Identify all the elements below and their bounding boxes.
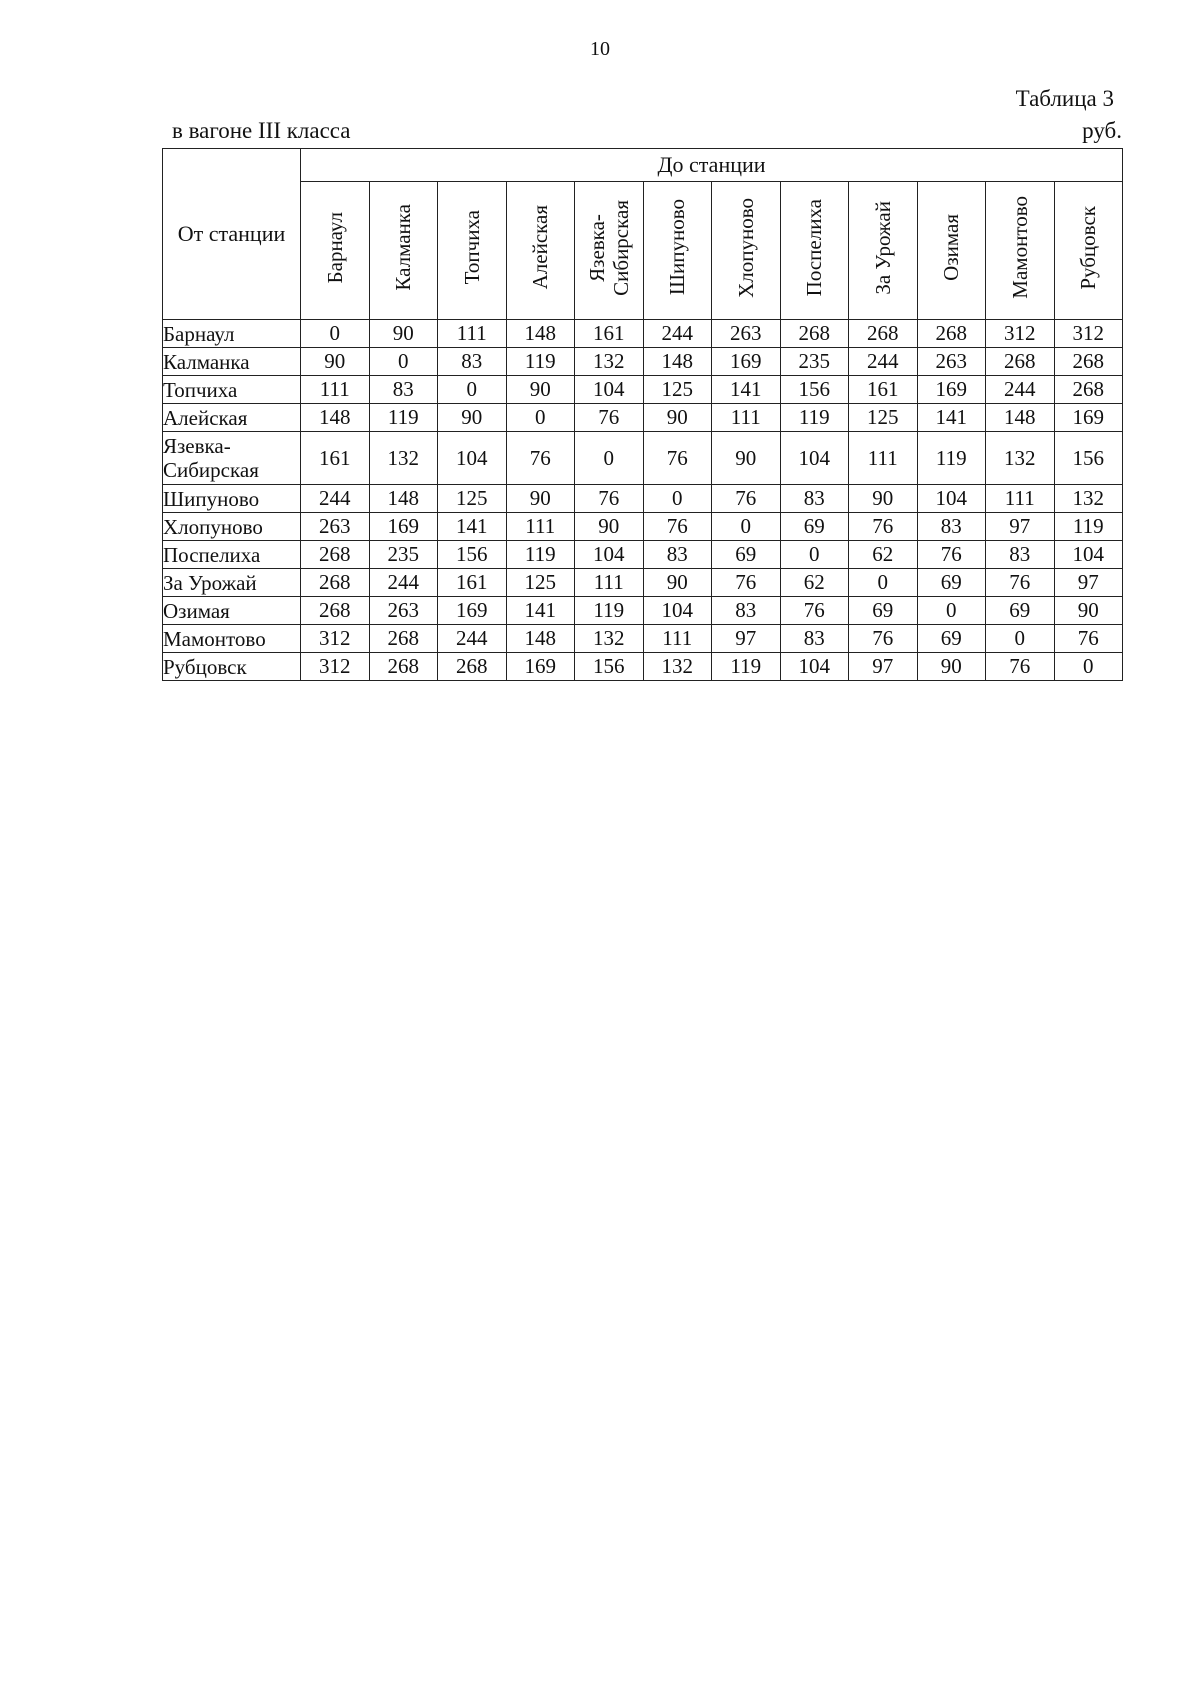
table-row (163, 348, 1123, 376)
fare-cell: 0 (712, 513, 781, 541)
fare-cell: 148 (506, 320, 575, 348)
fare-cell: 76 (917, 541, 986, 569)
row-station-name: Барнаул (163, 320, 301, 348)
fare-cell: 125 (438, 485, 507, 513)
row-station-name: Топчиха (163, 376, 301, 404)
fare-cell: 111 (438, 320, 507, 348)
fare-cell: 119 (780, 404, 849, 432)
fare-cell: 76 (1054, 625, 1123, 653)
fare-cell: 312 (301, 625, 370, 653)
fare-cell: 90 (438, 404, 507, 432)
row-station-name: Рубцовск (163, 653, 301, 681)
fare-table (162, 148, 1123, 681)
fare-cell: 69 (849, 597, 918, 625)
fare-cell: 312 (986, 320, 1055, 348)
fare-cell: 0 (849, 569, 918, 597)
fare-cell: 169 (369, 513, 438, 541)
fare-cell: 119 (575, 597, 644, 625)
column-header (438, 182, 507, 320)
corner-header: От станции (163, 149, 301, 320)
fare-cell: 169 (438, 597, 507, 625)
fare-cell: 76 (575, 485, 644, 513)
fare-cell: 76 (712, 569, 781, 597)
fare-cell: 0 (780, 541, 849, 569)
fare-cell: 141 (438, 513, 507, 541)
column-header-label: Язевка- Сибирская (584, 199, 633, 296)
table-row (163, 485, 1123, 513)
fare-cell: 69 (917, 625, 986, 653)
fare-cell: 161 (301, 432, 370, 485)
fare-cell: 90 (575, 513, 644, 541)
fare-cell: 62 (780, 569, 849, 597)
fare-cell: 0 (1054, 653, 1123, 681)
table-row (163, 541, 1123, 569)
column-header (369, 182, 438, 320)
table-row (163, 432, 1123, 485)
fare-cell: 161 (849, 376, 918, 404)
fare-cell: 263 (712, 320, 781, 348)
column-header-label: Мамонтово (1007, 196, 1032, 299)
fare-cell: 0 (506, 404, 575, 432)
fare-cell: 76 (506, 432, 575, 485)
fare-cell: 97 (986, 513, 1055, 541)
column-header-label: Озимая (939, 214, 964, 281)
fare-cell: 111 (712, 404, 781, 432)
fare-cell: 111 (506, 513, 575, 541)
table-row (163, 569, 1123, 597)
fare-cell: 169 (712, 348, 781, 376)
table-row (163, 513, 1123, 541)
fare-cell: 97 (1054, 569, 1123, 597)
fare-cell: 0 (575, 432, 644, 485)
fare-cell: 104 (575, 541, 644, 569)
fare-cell: 0 (301, 320, 370, 348)
column-header-label: Алейская (528, 205, 553, 290)
fare-cell: 76 (643, 513, 712, 541)
fare-cell: 83 (643, 541, 712, 569)
fare-cell: 148 (643, 348, 712, 376)
fare-cell: 83 (917, 513, 986, 541)
column-header (643, 182, 712, 320)
fare-cell: 90 (1054, 597, 1123, 625)
fare-cell: 268 (849, 320, 918, 348)
fare-cell: 268 (986, 348, 1055, 376)
fare-cell: 83 (780, 485, 849, 513)
fare-cell: 83 (986, 541, 1055, 569)
row-station-name: Мамонтово (163, 625, 301, 653)
fare-cell: 263 (917, 348, 986, 376)
fare-cell: 76 (986, 569, 1055, 597)
fare-cell: 90 (917, 653, 986, 681)
column-header-label: Рубцовск (1076, 205, 1101, 290)
table-row (163, 376, 1123, 404)
group-header: До станции (301, 149, 1123, 182)
fare-cell: 312 (301, 653, 370, 681)
column-header (917, 182, 986, 320)
fare-cell: 76 (712, 485, 781, 513)
fare-cell: 148 (506, 625, 575, 653)
fare-cell: 104 (575, 376, 644, 404)
fare-cell: 132 (575, 348, 644, 376)
column-header (712, 182, 781, 320)
fare-cell: 268 (1054, 348, 1123, 376)
fare-cell: 141 (506, 597, 575, 625)
fare-cell: 62 (849, 541, 918, 569)
fare-cell: 268 (917, 320, 986, 348)
fare-cell: 76 (849, 625, 918, 653)
fare-cell: 83 (780, 625, 849, 653)
column-header-label: Топчиха (459, 210, 484, 285)
fare-cell: 141 (712, 376, 781, 404)
fare-cell: 90 (301, 348, 370, 376)
column-header (506, 182, 575, 320)
fare-cell: 69 (917, 569, 986, 597)
fare-cell: 235 (780, 348, 849, 376)
fare-cell: 104 (780, 432, 849, 485)
fare-cell: 90 (506, 485, 575, 513)
column-header (575, 182, 644, 320)
fare-cell: 69 (986, 597, 1055, 625)
fare-cell: 111 (849, 432, 918, 485)
table-row (163, 404, 1123, 432)
row-station-name: Озимая (163, 597, 301, 625)
fare-cell: 104 (438, 432, 507, 485)
fare-cell: 244 (369, 569, 438, 597)
fare-cell: 244 (849, 348, 918, 376)
fare-cell: 148 (369, 485, 438, 513)
column-header (986, 182, 1055, 320)
row-station-name: За Урожай (163, 569, 301, 597)
fare-cell: 268 (301, 569, 370, 597)
fare-cell: 169 (1054, 404, 1123, 432)
table-row (163, 625, 1123, 653)
fare-cell: 119 (369, 404, 438, 432)
fare-cell: 76 (986, 653, 1055, 681)
fare-cell: 132 (986, 432, 1055, 485)
row-station-name: Хлопуново (163, 513, 301, 541)
fare-cell: 90 (369, 320, 438, 348)
fare-cell: 90 (643, 569, 712, 597)
table-row (163, 320, 1123, 348)
fare-cell: 90 (506, 376, 575, 404)
fare-cell: 0 (643, 485, 712, 513)
fare-cell: 235 (369, 541, 438, 569)
fare-cell: 268 (369, 625, 438, 653)
fare-cell: 111 (643, 625, 712, 653)
column-header (301, 182, 370, 320)
fare-cell: 244 (643, 320, 712, 348)
fare-cell: 125 (506, 569, 575, 597)
fare-cell: 268 (1054, 376, 1123, 404)
fare-cell: 132 (643, 653, 712, 681)
fare-cell: 83 (369, 376, 438, 404)
unit-label: руб. (1082, 118, 1122, 143)
row-station-name: Алейская (163, 404, 301, 432)
fare-cell: 119 (1054, 513, 1123, 541)
table-row (163, 597, 1123, 625)
fare-cell: 268 (780, 320, 849, 348)
fare-cell: 268 (438, 653, 507, 681)
fare-cell: 83 (712, 597, 781, 625)
column-header-label: Хлопуново (733, 197, 758, 298)
column-header-label: За Урожай (870, 200, 895, 295)
fare-cell: 76 (849, 513, 918, 541)
fare-cell: 104 (643, 597, 712, 625)
fare-cell: 148 (301, 404, 370, 432)
column-header-label: Барнаул (322, 211, 347, 284)
fare-cell: 90 (849, 485, 918, 513)
fare-cell: 119 (506, 541, 575, 569)
fare-cell: 156 (575, 653, 644, 681)
fare-cell: 263 (301, 513, 370, 541)
fare-cell: 104 (780, 653, 849, 681)
fare-cell: 169 (917, 376, 986, 404)
fare-cell: 268 (301, 541, 370, 569)
fare-cell: 263 (369, 597, 438, 625)
column-header (780, 182, 849, 320)
fare-cell: 132 (575, 625, 644, 653)
fare-cell: 244 (301, 485, 370, 513)
table-subtitle: в вагоне III класса (172, 118, 351, 143)
fare-cell: 104 (917, 485, 986, 513)
fare-cell: 244 (986, 376, 1055, 404)
fare-cell: 125 (849, 404, 918, 432)
fare-cell: 0 (438, 376, 507, 404)
fare-cell: 169 (506, 653, 575, 681)
fare-cell: 69 (780, 513, 849, 541)
fare-cell: 156 (1054, 432, 1123, 485)
fare-cell: 90 (643, 404, 712, 432)
fare-cell: 119 (712, 653, 781, 681)
fare-cell: 312 (1054, 320, 1123, 348)
fare-cell: 132 (1054, 485, 1123, 513)
row-station-name: Поспелиха (163, 541, 301, 569)
row-station-name: Шипуново (163, 485, 301, 513)
fare-cell: 161 (438, 569, 507, 597)
fare-cell: 76 (780, 597, 849, 625)
row-station-name: Язевка- Сибирская (163, 432, 301, 485)
fare-cell: 111 (986, 485, 1055, 513)
fare-cell: 76 (643, 432, 712, 485)
fare-cell: 0 (369, 348, 438, 376)
row-station-name: Калманка (163, 348, 301, 376)
fare-cell: 0 (917, 597, 986, 625)
column-header (1054, 182, 1123, 320)
subtitle-row (162, 118, 1122, 148)
fare-cell: 156 (438, 541, 507, 569)
fare-cell: 148 (986, 404, 1055, 432)
fare-cell: 141 (917, 404, 986, 432)
fare-cell: 0 (986, 625, 1055, 653)
fare-cell: 268 (301, 597, 370, 625)
fare-cell: 111 (575, 569, 644, 597)
fare-cell: 119 (917, 432, 986, 485)
fare-cell: 119 (506, 348, 575, 376)
fare-cell: 268 (369, 653, 438, 681)
column-header-row (163, 182, 1123, 320)
column-header-label: Калманка (391, 204, 416, 291)
fare-cell: 244 (438, 625, 507, 653)
fare-cell: 97 (849, 653, 918, 681)
fare-cell: 111 (301, 376, 370, 404)
fare-cell: 104 (1054, 541, 1123, 569)
fare-cell: 69 (712, 541, 781, 569)
fare-cell: 97 (712, 625, 781, 653)
fare-cell: 125 (643, 376, 712, 404)
column-header-label: Шипуново (665, 199, 690, 296)
fare-cell: 76 (575, 404, 644, 432)
table-body (163, 320, 1123, 681)
fare-cell: 132 (369, 432, 438, 485)
table-row (163, 653, 1123, 681)
fare-cell: 83 (438, 348, 507, 376)
column-header-label: Поспелиха (802, 198, 827, 297)
page-number: 10 (590, 38, 610, 60)
table-label: Таблица 3 (1015, 86, 1114, 111)
fare-cell: 161 (575, 320, 644, 348)
column-header (849, 182, 918, 320)
fare-cell: 90 (712, 432, 781, 485)
fare-cell: 156 (780, 376, 849, 404)
